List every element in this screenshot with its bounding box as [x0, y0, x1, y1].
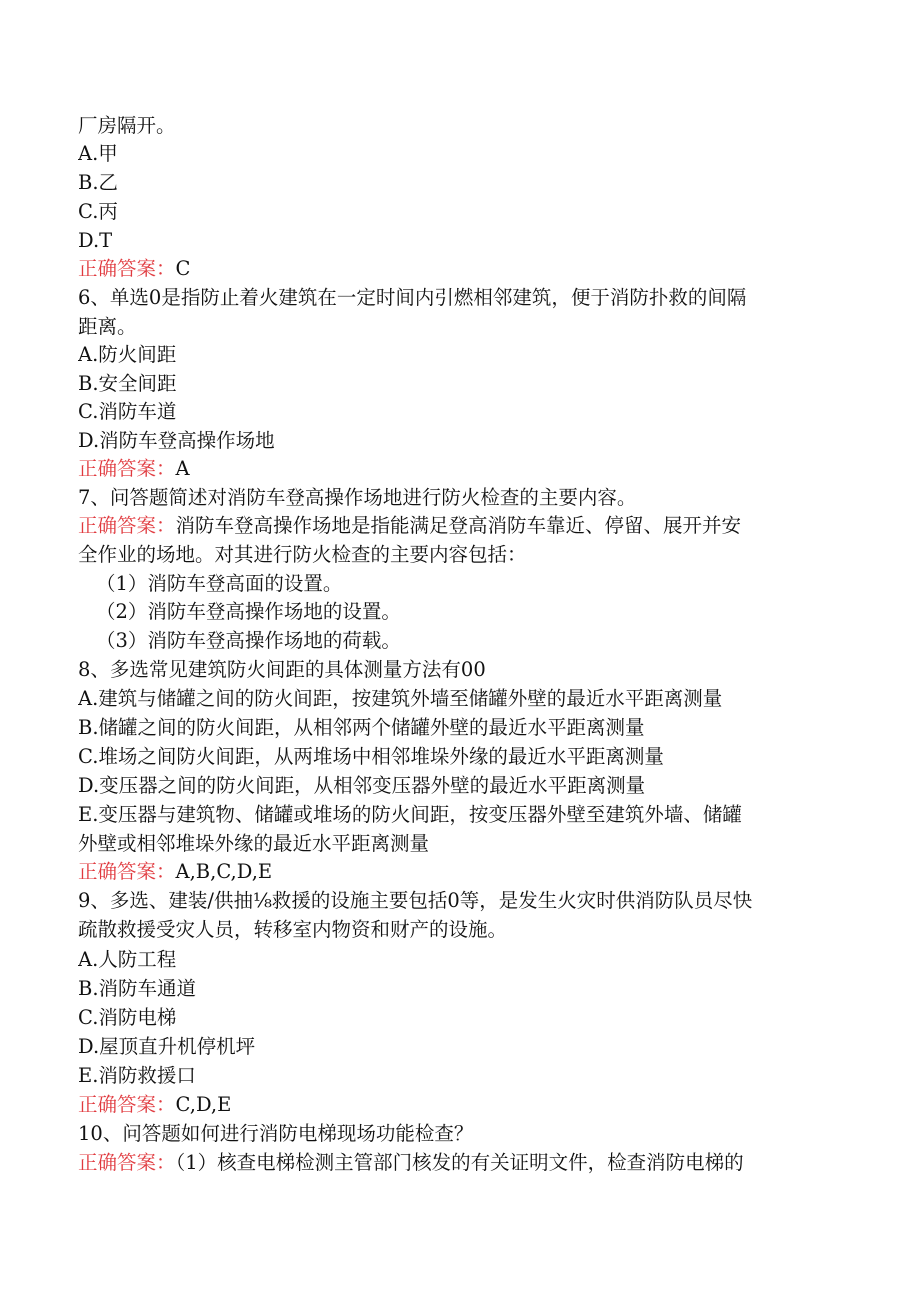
answer-label: 正确答案： — [78, 860, 176, 883]
answer-value: A — [175, 457, 190, 480]
answer-value: A,B,C,D,E — [175, 860, 273, 883]
text-line: 全作业的场地。对其进行防火检查的主要内容包括： — [78, 543, 527, 566]
option-line: E.变压器与建筑物、储罐或堆场的防火间距，按变压器外壁至建筑外墙、储罐 — [78, 803, 742, 826]
option-line: C.丙 — [78, 200, 118, 223]
question-line: 6、单选0是指防止着火建筑在一定时间内引燃相邻建筑，便于消防扑救的间隔 — [78, 286, 747, 309]
option-line: B.储罐之间的防火间距，从相邻两个储罐外壁的最近水平距离测量 — [78, 716, 645, 739]
question-line: 距离。 — [78, 315, 137, 338]
option-line: A.甲 — [78, 142, 118, 165]
question-line: 疏散救援受灾人员，转移室内物资和财产的设施。 — [78, 918, 508, 941]
option-line: B.乙 — [78, 171, 119, 194]
option-line: C.消防电梯 — [78, 1006, 177, 1029]
option-line: D.屋顶直升机停机坪 — [78, 1035, 256, 1058]
answer-value: C,D,E — [175, 1093, 232, 1116]
answer-label: 正确答案： — [78, 1093, 176, 1116]
answer-line — [78, 454, 860, 483]
text-line: （3）消防车登高操作场地的荷载。 — [96, 629, 401, 652]
option-line: A.防火间距 — [78, 343, 177, 366]
text-line: （2）消防车登高操作场地的设置。 — [96, 600, 401, 623]
question-line: 10、问答题如何进行消防电梯现场功能检查？ — [78, 1122, 474, 1145]
option-line: D.变压器之间的防火间距，从相邻变压器外壁的最近水平距离测量 — [78, 774, 646, 797]
option-line: D.消防车登高操作场地 — [78, 429, 275, 452]
option-line: 外壁或相邻堆垛外缘的最近水平距离测量 — [78, 832, 430, 855]
answer-label: 正确答案： — [78, 514, 176, 537]
question-line: 7、问答题简述对消防车登高操作场地进行防火检查的主要内容。 — [78, 486, 637, 509]
answer-line — [78, 511, 860, 540]
option-line: B.安全间距 — [78, 372, 177, 395]
answer-value: 消防车登高操作场地是指能满足登高消防车靠近、停留、展开并安 — [175, 514, 742, 537]
option-line: C.消防车道 — [78, 400, 177, 423]
answer-line — [78, 857, 860, 886]
question-line: 9、多选、建装/供抽⅛救援的设施主要包括0等，是发生火灾时供消防队员尽快 — [78, 889, 753, 912]
answer-line — [78, 1148, 860, 1177]
option-line: A.建筑与储罐之间的防火间距，按建筑外墙至储罐外壁的最近水平距离测量 — [78, 687, 723, 710]
option-line: D.T — [78, 229, 113, 252]
text-line: （1）消防车登高面的设置。 — [96, 572, 343, 595]
answer-value: C — [175, 257, 191, 280]
answer-line — [78, 1090, 860, 1119]
option-line: A.人防工程 — [78, 948, 177, 971]
answer-value: （1）核查电梯检测主管部门核发的有关证明文件，检查消防电梯的 — [175, 1151, 744, 1174]
option-line: E.消防救援口 — [78, 1064, 196, 1087]
answer-label: 正确答案： — [78, 1151, 176, 1174]
option-line: C.堆场之间防火间距，从两堆场中相邻堆垛外缘的最近水平距离测量 — [78, 745, 664, 768]
text-line: 厂房隔开。 — [78, 114, 176, 137]
question-line: 8、多选常见建筑防火间距的具体测量方法有00 — [78, 658, 486, 681]
answer-line — [78, 254, 860, 283]
option-line: B.消防车通道 — [78, 977, 197, 1000]
answer-label: 正确答案： — [78, 257, 176, 280]
answer-label: 正确答案： — [78, 457, 176, 480]
